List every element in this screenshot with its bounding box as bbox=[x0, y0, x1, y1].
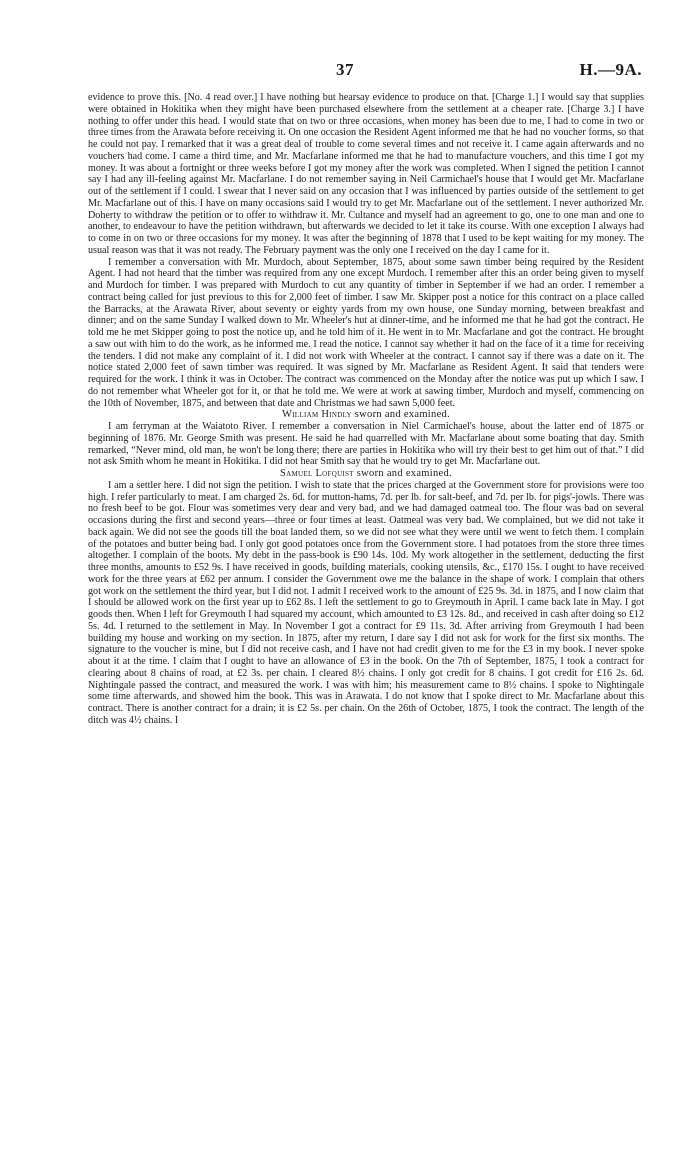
page-number: 37 bbox=[336, 60, 354, 79]
witness-heading-lofquist bbox=[88, 468, 644, 480]
document-reference: H.—9A. bbox=[579, 60, 642, 79]
witness-name: Samuel Lofquist bbox=[280, 468, 354, 479]
page-header bbox=[88, 60, 642, 84]
page-body bbox=[88, 92, 644, 727]
paragraph: I remember a conversation with Mr. Murdoch, about September, 1875, about some sawn timber being required by the Resident Agent. I had not heard that the timber was required from any one except Murdoch. I remember after this an order being given to myself and Murdoch for timber. I was prepared with Murdoch to cut any quantity of timber in September if we had an order. I remember a contract being called for just previous to this for 2,000 feet of timber. I saw Mr. Skipper post a notice for this contract on a place called the Barracks, at the Arawata River, about seventy or eighty yards from my own house, one Sunday morning, between breakfast and dinner; and on the same Sunday I walked down to Mr. Wheeler's hut at dinner-time, and he informed me that he had got the contract. He told me he met Skipper going to post the notice up, and he told him of it. He went in to Mr. Macfarlane and got the contract. He brought a saw out with him to do the work, as he informed me. I read the notice. I cannot say whether it had on the face of it a time for receiving the tenders. I did not make any complaint of it. I did not work with Wheeler at the contract. I cannot say if there was a date on it. The notice stated 2,000 feet of sawn timber was required. It was signed by Mr. Macfarlane as Resident Agent. It said that tenders were required for the work. I think it was in October. The contract was commenced on the Monday after the notice was put up which I saw. I do not remember what Wheeler got for it, or that he told me. We were at work at sawing timber, Murdoch and myself, commencing on the 10th of November, 1875, and between that date and Christmas we had sawn 5,000 feet. bbox=[88, 256, 644, 409]
witness-name: William Hindly bbox=[281, 409, 352, 421]
paragraph: I am a settler here. I did not sign the petition. I wish to state that the prices charged at the Government store for provisions were too high. I refer particularly to meat. I am charged 2s. 6d. for mutton-hams, 7d. per lb. for salt-beef, and 7d. per lb. for pigs'-jowls. There was no fresh beef to be got. Flour was sometimes very dear and very bad, and we had damaged oatmeal too. The flour was bad on several occasions during the first and second years—three or four times at least. Oatmeal was very bad. We complained, but we did not take it back again. We did not see the goods till the boat landed them, so we did not see what they were until we went to fetch them. I complain of the potatoes and butter being bad. I only got good potatoes once from the Government store. I had potatoes from the store three times altogether. I complain of the boots. My debt in the pass-book is £90 14s. 10d. My work altogether in the settlement, deducting the first three months, amounts to £52 9s. I have received in goods, building materials, cooking utensils, &c., £170 15s. I ought to have received work for the three years at £62 per annum. I consider the Government owe me the balance in the shape of work. I complain that others got work on the settlement the third year, but I did not. I admit I received work to the amount of £25 9s. 3d. in 1875, and I now claim that I should be allowed work on the first year up to £62 8s. I left the settlement to go to Greymouth in April. I came back late in May. I got goods then. When I left for Greymouth I had squared my account, which amounted to £3 12s. 8d., and received in cash after doing so £12 5s. 4d. I returned to the settlement in May. In November I got a contract for £9 11s. 3d. After arriving from Greymouth I had been building my house and working on my section. In 1875, after my return, I dare say I did not ask for work for the first six months. The signature to the voucher is mine, but I did not receive cash, and I have not had credit given to me for the £3 in my book. I never spoke about it at the time. I claim that I ought to have an allowance of £3 in the book. On the 7th of September, 1875, I took a contract for clearing about 8 chains of road, at £2 3s. per chain. I cleared 8½ chains. I only got credit for 8 chains. I got credit for £16 2s. 6d. Nightingale passed the contract, and measured the work. I was with him; his measurement came to 8½ chains. I spoke to Nightingale some time afterwards, and showed him the book. This was in Arawata. I do not know that I spoke direct to Mr. Macfarlane about this contract. There is another contract for a drain; it is £2 5s. per chain. On the 26th of October, 1875, I took the contract. The length of the ditch was 4½ chains. I bbox=[88, 479, 644, 726]
heading-suffix: sworn and examined. bbox=[353, 468, 452, 479]
witness-heading-hindly bbox=[88, 409, 644, 421]
paragraph: I am ferryman at the Waiatoto River. I remember a conversation in Niel Carmichael's house, about the latter end of 1875 or beginning of 1876. Mr. George Smith was present. He said he had quarrelled with Mr. Macfarlane about some boating that day. Smith remarked, “Never mind, old man, he won't be long there; there are parties in Hokitika who will try their best to get him out of that.” I did not ask Smith whom he meant in Hokitika. I did not hear Smith say that he would try to get Mr. Macfarlane out. bbox=[88, 421, 644, 468]
heading-suffix: sworn and examined. bbox=[351, 409, 451, 421]
paragraph: evidence to prove this. [No. 4 read over.] I have nothing but hearsay evidence to produce on that. [Charge 1.] I would say that supplies were obtained in Hokitika when they might have been purchased elsewhere from the settlement at a cheaper rate. [Charge 3.] I have nothing to offer under this head. I would state that on two or three occasions, when money has been due to me, I had to come in two or three times from the Arawata before receiving it. On one occasion the Resident Agent informed me that he had no voucher forms, so that he could not pay. I remarked that it was a great deal of trouble to come several times and not receive it. I came again afterwards and no vouchers had come. I came a third time, and Mr. Macfarlane informed me that he had to manufacture vouchers, and this time I got my money. It was about a fortnight or three weeks before I got my money after the work was completed. When I signed the petition I cannot say I had any ill-feeling against Mr. Macfarlane. I do not remember saying in Neil Carmichael's house that I would get Mr. Macfarlane out of the settlement if I could. I swear that I never said on any occasion that I was influenced by parties outside of the settlement to get Mr. Macfarlane out of this. I have on many occasions said I would try to get Mr. Macfarlane out of the settlement. I never authorized Mr. Doherty to withdraw the petition or to offer to withdraw it. Mr. Cultance and myself had an agreement to go, one to one man and one to another, to endeavour to have the petition withdrawn, but afterwards we decided to let it take its course. With one exception I always had to come in on two or three occasions for my money. It was after the beginning of 1878 that I used to be kept waiting for my money. The usual reason was that it was not ready. The February payment was the only one I received on the day I came for it. bbox=[88, 92, 644, 256]
